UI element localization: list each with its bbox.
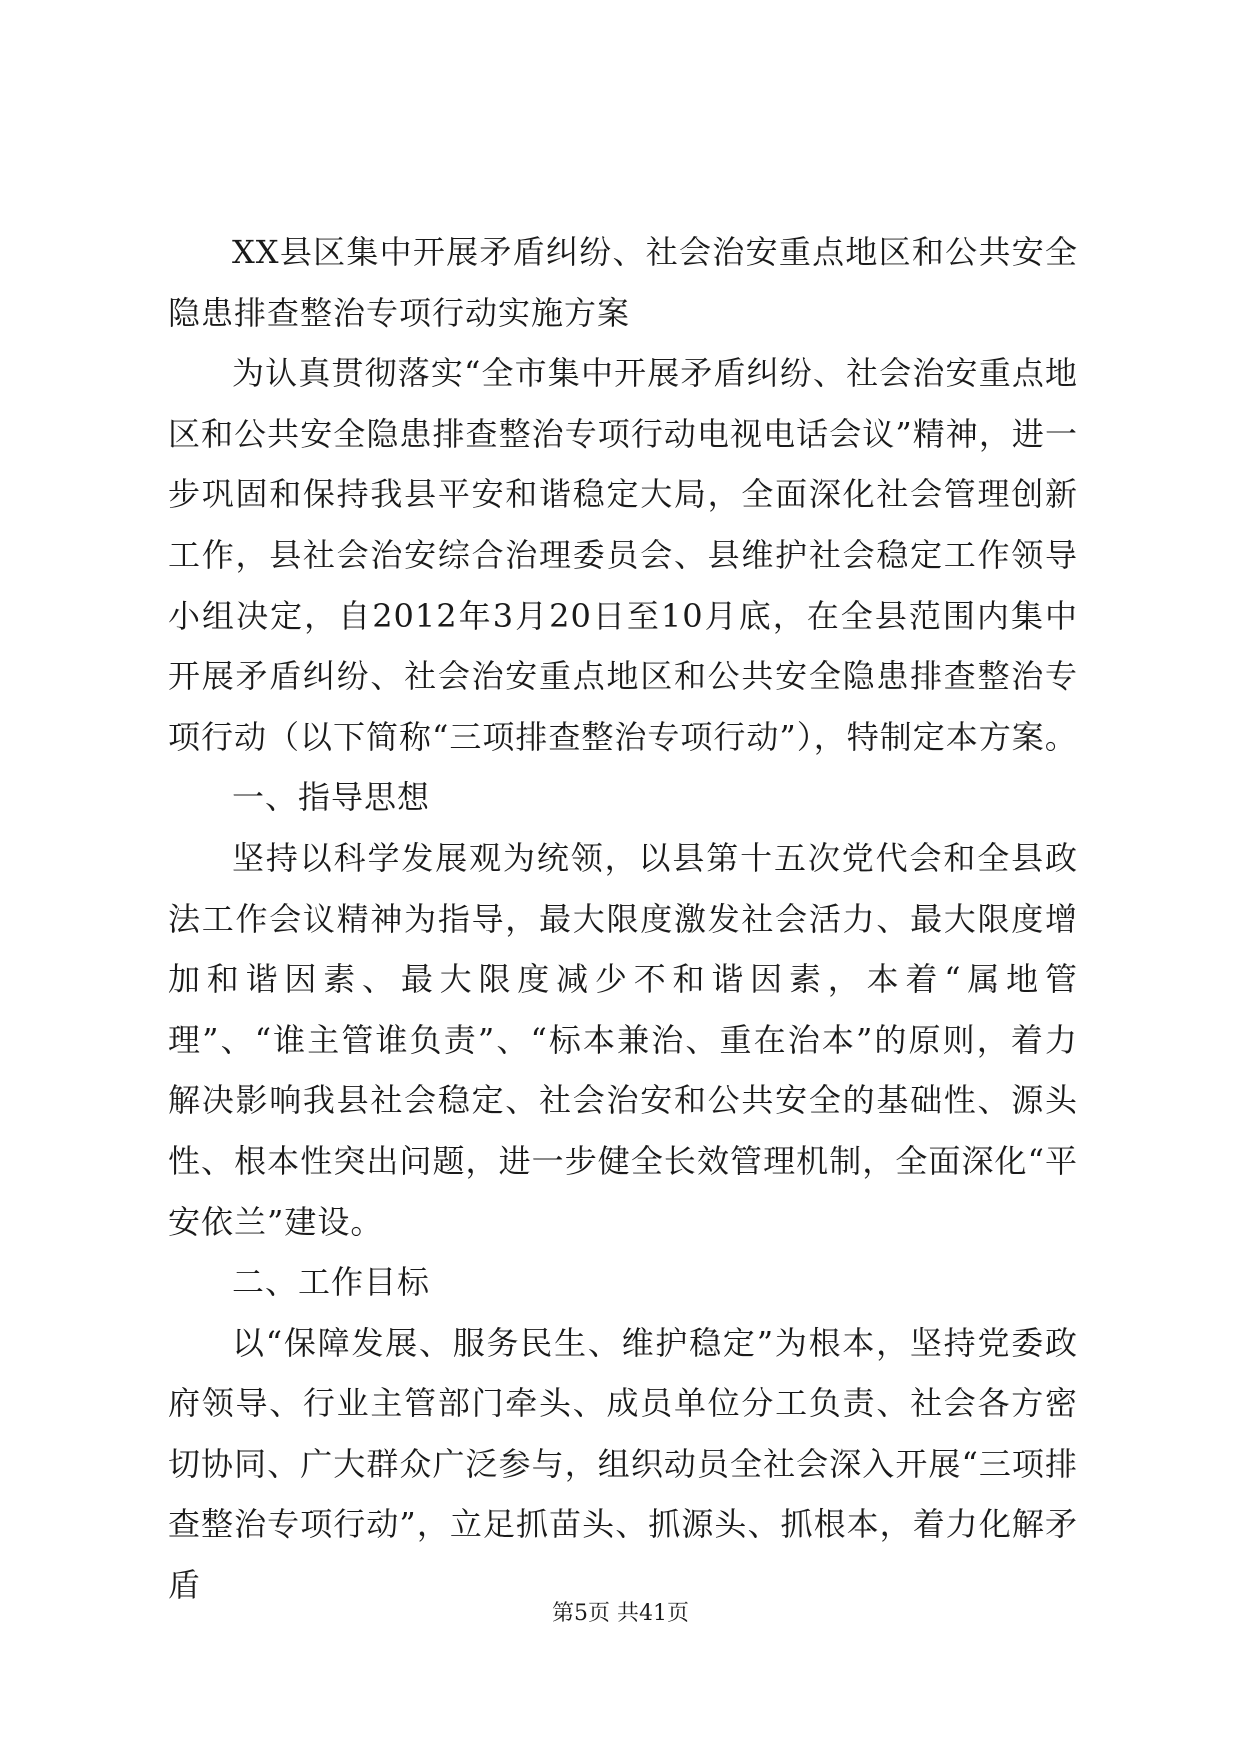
section-heading-guiding-ideology: 一、指导思想: [232, 778, 431, 817]
document-title: XX县区集中开展矛盾纠纷、社会治安重点地区和公共安全隐患排查整治专项行动实施方案: [168, 233, 1078, 332]
document-page: [168, 222, 1078, 1616]
section-heading-work-goals: 二、工作目标: [232, 1263, 431, 1302]
intro-paragraph: 为认真贯彻落实“全市集中开展矛盾纠纷、社会治安重点地区和公共安全隐患排查整治专项行动电视电话会议”精神，进一步巩固和保持我县平安和谐稳定大局，全面深化社会管理创新工作，县社会治安综合治理委员会、县维护社会稳定工作领导小组决定，自2012年3月20日至10月底，在全县范围内集中开展矛盾纠纷、社会治安重点地区和公共安全隐患排查整治专项行动（以下简称“三项排查整治专项行动”），特制定本方案。: [168, 354, 1078, 756]
page-number-footer: 第5页 共41页: [552, 1601, 689, 1626]
guiding-ideology-paragraph: 坚持以科学发展观为统领，以县第十五次党代会和全县政法工作会议精神为指导，最大限度激发社会活力、最大限度增加和谐因素、最大限度减少不和谐因素，本着“属地管理”、“谁主管谁负责”、“标本兼治、重在治本”的原则，着力解决影响我县社会稳定、社会治安和公共安全的基础性、源头性、根本性突出问题，进一步健全长效管理机制，全面深化“平安依兰”建设。: [168, 838, 1078, 1241]
work-goals-paragraph: 以“保障发展、服务民生、维护稳定”为根本，坚持党委政府领导、行业主管部门牵头、成员单位分工负责、社会各方密切协同、广大群众广泛参与，组织动员全社会深入开展“三项排查整治专项行动”，立足抓苗头、抓源头、抓根本，着力化解矛盾: [168, 1323, 1078, 1605]
